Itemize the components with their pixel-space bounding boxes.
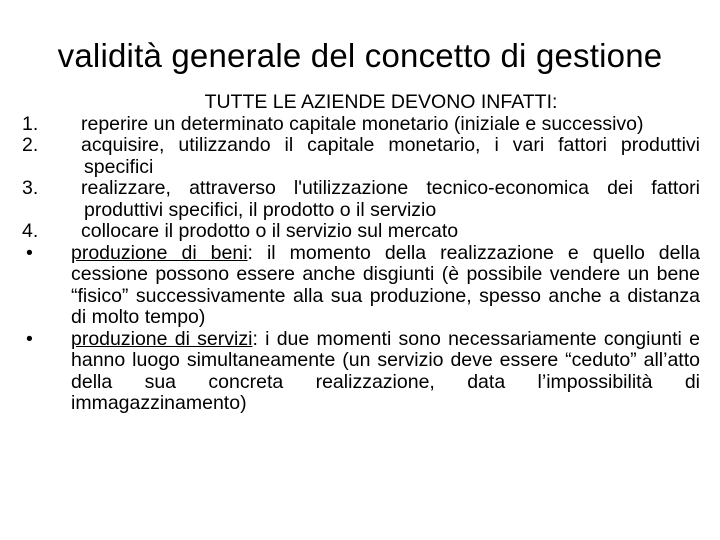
item-number: 2. — [22, 134, 39, 156]
slide-title: validità generale del concetto di gestione — [57, 37, 663, 74]
item-number: 4. — [22, 220, 39, 242]
bullet-separator: : — [252, 327, 258, 350]
item-text: realizzare, attraverso l'utilizzazione tecnico-economica dei fattori produttivi specifici, il prodotto o il servizio — [81, 177, 700, 221]
numbered-item-3 — [22, 178, 700, 221]
bullet-icon: • — [26, 241, 33, 264]
numbered-item-1 — [22, 114, 700, 136]
item-number: 3. — [22, 177, 39, 199]
numbered-item-4 — [22, 221, 700, 243]
item-text: acquisire, utilizzando il capitale monetario, i vari fattori produttivi specifici — [81, 134, 700, 178]
bullet-item-servizi — [22, 329, 700, 415]
item-number: 1. — [22, 112, 39, 135]
bullet-separator: : — [247, 241, 253, 264]
bullet-item-beni — [22, 243, 700, 329]
bullet-text: il momento della realizzazione e quello della cessione possono essere anche disgiunti (è possibile vendere un bene “fisico” successivamente alla sua produzione, spesso anche a distanza di molto tempo) — [71, 241, 700, 328]
intro-line: TUTTE LE AZIENDE DEVONO INFATTI: — [204, 91, 558, 113]
slide-body — [22, 92, 700, 415]
item-text: reperire un determinato capitale monetario (iniziale e successivo) — [81, 112, 644, 135]
bullet-term: produzione di servizi — [71, 327, 253, 350]
bullet-term: produzione di beni — [71, 241, 248, 264]
bullet-text: i due momenti sono necessariamente congiunti e hanno luogo simultaneamente (un servizio deve essere “ceduto” all’atto della sua concreta realizzazione, data l’impossibilità di immagazzinamento) — [71, 327, 700, 414]
bullet-icon: • — [26, 327, 33, 350]
item-text: collocare il prodotto o il servizio sul mercato — [81, 220, 459, 242]
numbered-item-2 — [22, 135, 700, 178]
